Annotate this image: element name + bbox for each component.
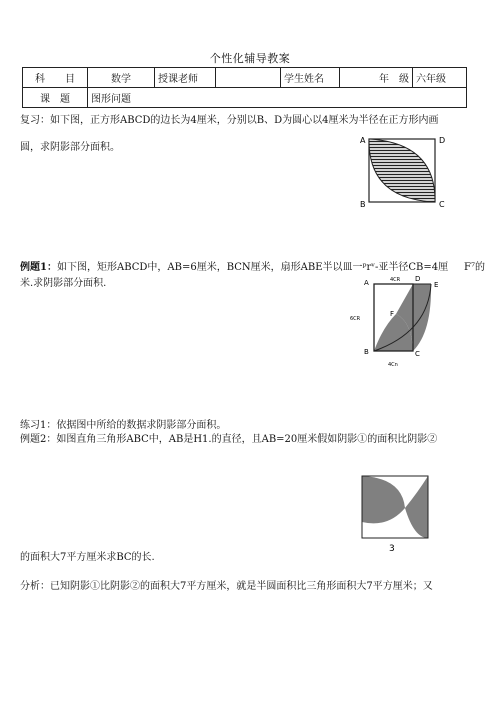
- grade-label: 年 级: [340, 68, 413, 88]
- subject-value: 数学: [88, 68, 155, 88]
- label-length: 3: [389, 544, 395, 554]
- example2-figure: [360, 472, 432, 554]
- practice1-line: 练习1：依据图中所给的数据求阴影部分面积。: [20, 420, 227, 431]
- lesson-info-table: [22, 67, 467, 108]
- example1-line-1-tail: F⁷的: [464, 262, 485, 273]
- example2-line-1: 例题2：如图直角三角形ABC中，AB是H1.的直径，且AB=20厘米假如阴影①的面积比阴影②: [20, 434, 438, 445]
- label-d: D: [415, 275, 421, 283]
- analysis-line: 分析：已知阴影①比阴影②的面积大7平方厘米，就是半圆面积比三角形面积大7平方厘米；又: [20, 581, 433, 592]
- label-bottom-length: 4Cn: [388, 362, 398, 368]
- label-a: A: [364, 279, 369, 287]
- example1-line-1: 例题1：如下图，矩形ABCD中，AB=6厘米，BCN厘米，扇形ABE半以皿一ᵖrᵛ-亚半径CB=4厘: [20, 262, 449, 273]
- label-f: F: [390, 310, 395, 318]
- topic-label: 课 题: [23, 88, 88, 108]
- label-d: D: [439, 136, 446, 145]
- example1-line-2: 米.求阴影部分面积.: [20, 278, 107, 289]
- shade-region-2: [405, 476, 428, 538]
- topic-value: 图形问题: [88, 88, 467, 108]
- page-title: 个性化辅导教案: [209, 52, 291, 65]
- review-line-2: 圆，求阴影部分面积。: [20, 142, 120, 153]
- label-a: A: [360, 136, 366, 145]
- label-e: E: [434, 281, 439, 289]
- grade-value: 六年级: [413, 68, 467, 88]
- review-line-1: 复习：如下图，正方形ABCD的边长为4厘米，分别以B、D为圆心以4厘米为半径在正方形内画: [20, 115, 439, 126]
- label-b: B: [360, 200, 366, 209]
- teacher-value: [216, 68, 281, 88]
- student-label: 学生姓名: [281, 68, 340, 88]
- shade-region-1: [362, 476, 405, 523]
- example2-line-2: 的面积大7平方厘米求BC的长.: [20, 552, 155, 563]
- review-figure: [356, 131, 456, 211]
- example1-figure: [338, 272, 448, 370]
- label-c: C: [415, 350, 420, 358]
- teacher-label: 授课老师: [155, 68, 216, 88]
- label-b: B: [364, 348, 369, 356]
- subject-label: 科 目: [23, 68, 88, 88]
- label-top-length: 4CR: [390, 277, 401, 283]
- label-left-length: 6CR: [350, 316, 361, 322]
- label-c: C: [439, 200, 445, 209]
